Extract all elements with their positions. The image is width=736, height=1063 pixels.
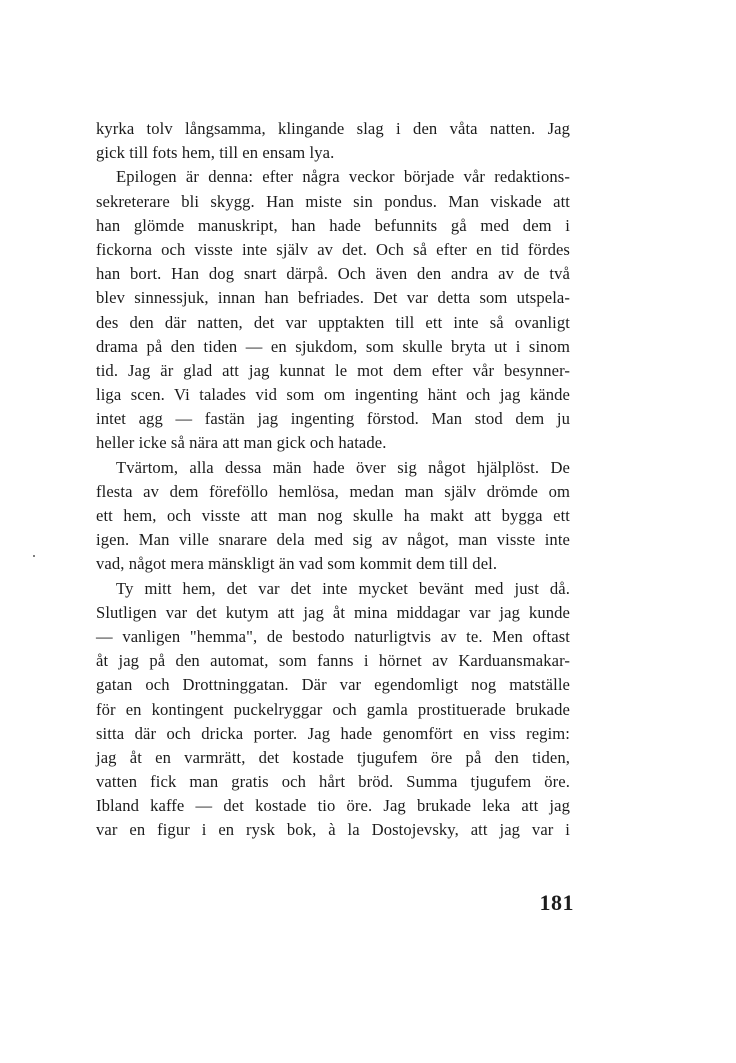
text-line: sekreterare bli skygg. Han miste sin pondus. Man viskade att	[96, 191, 570, 211]
text-line: vad, något mera mänskligt än vad som kommit dem till del.	[96, 554, 498, 574]
text-line: för en kontingent puckelryggar och gamla prostituerade brukade	[96, 699, 570, 719]
page-number: 181	[539, 890, 574, 915]
text-line: igen. Man ville snarare dela med sig av något, man visste inte	[96, 530, 570, 550]
text-line: Ibland kaffe — det kostade tio öre. Jag brukade leka att jag	[96, 796, 570, 816]
text-line: Epilogen är denna: efter några veckor började vår redaktions-	[116, 167, 570, 187]
text-line: flesta av dem föreföllo hemlösa, medan man själv drömde om	[96, 481, 570, 501]
text-line: sitta där och dricka porter. Jag hade genomfört en viss regim:	[96, 723, 570, 743]
text-line: kyrka tolv långsamma, klingande slag i den våta natten. Jag	[96, 119, 570, 138]
text-line: han glömde manuskript, han hade befunnits gå med dem i	[96, 215, 570, 235]
text-line: des den där natten, det var upptakten till ett inte så ovanligt	[96, 312, 570, 332]
paper-speck	[33, 555, 35, 557]
text-line: heller icke så nära att man gick och hatade.	[96, 433, 387, 453]
body-text	[96, 117, 570, 843]
text-line: drama på den tiden — en sjukdom, som skulle bryta ut i sinom	[96, 336, 570, 356]
text-line: Ty mitt hem, det var det inte mycket bevänt med just då.	[116, 578, 570, 598]
text-line: åt jag på den automat, som fanns i hörnet av Karduansmakar-	[96, 651, 570, 671]
text-line: gatan och Drottninggatan. Där var egendomligt nog matställe	[96, 675, 570, 695]
text-line: intet agg — fastän jag ingenting förstod. Man stod dem ju	[96, 409, 570, 429]
text-line: jag åt en varmrätt, det kostade tjugufem öre på den tiden,	[96, 747, 570, 767]
text-line: liga scen. Vi talades vid som om ingenting hänt och jag kände	[96, 385, 570, 405]
text-line: Slutligen var det kutym att jag åt mina middagar var jag kunde	[96, 602, 570, 622]
text-line: vatten fick man gratis och hårt bröd. Summa tjugufem öre.	[96, 772, 570, 792]
text-line: — vanligen "hemma", de bestodo naturligtvis av te. Men oftast	[96, 626, 570, 646]
text-line: blev sinnessjuk, innan han befriades. Det var detta som utspela-	[96, 288, 570, 308]
text-line: Tvärtom, alla dessa män hade över sig något hjälplöst. De	[116, 457, 570, 477]
text-line: ett hem, och visste att man nog skulle ha makt att bygga ett	[96, 506, 570, 525]
text-line: var en figur i en rysk bok, à la Dostojevsky, att jag var i	[96, 820, 570, 840]
text-line: fickorna och visste inte själv av det. Och så efter en tid fördes	[96, 239, 570, 259]
text-line: gick till fots hem, till en ensam lya.	[96, 143, 335, 163]
text-line: tid. Jag är glad att jag kunnat le mot dem efter vår besynner-	[96, 360, 570, 380]
text-line: han bort. Han dog snart därpå. Och även den andra av de två	[96, 264, 570, 284]
